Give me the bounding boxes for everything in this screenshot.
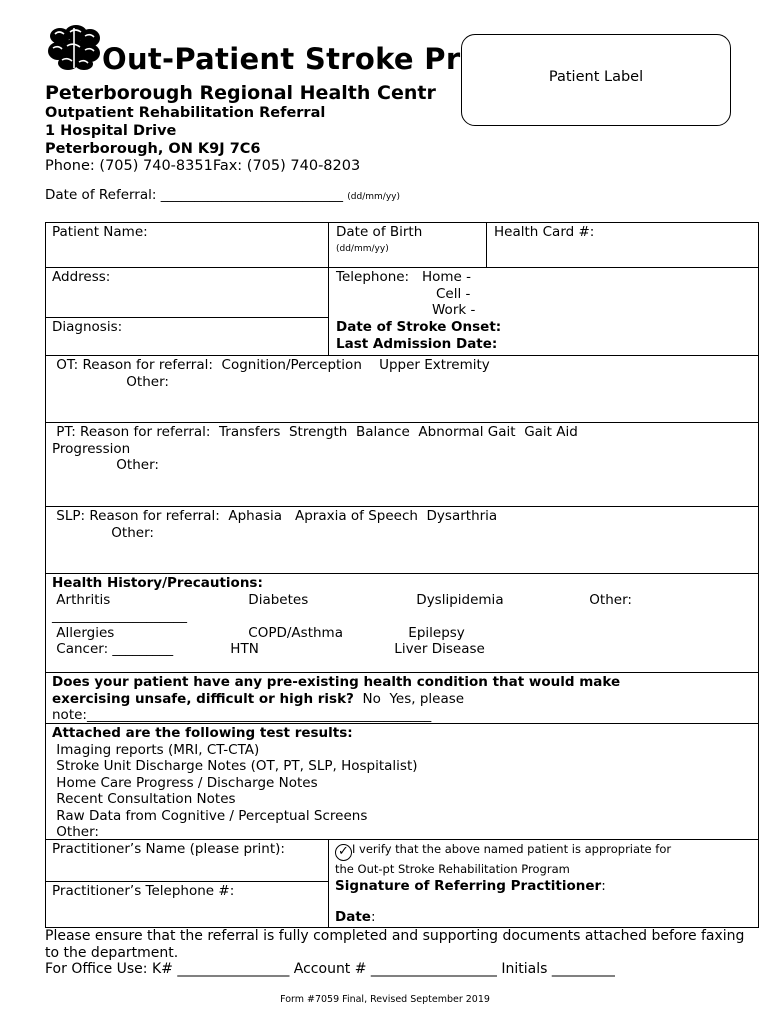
slp-section	[45, 506, 759, 573]
dob-format-hint: (dd/mm/yy)	[336, 243, 389, 254]
gait-aid-label: Gait Aid	[524, 424, 578, 440]
address-field[interactable]	[45, 267, 329, 317]
stroke-dates-field[interactable]	[328, 317, 759, 355]
verify-checkbox[interactable]: ✓	[335, 844, 352, 861]
diagnosis-label: Diagnosis:	[52, 319, 123, 335]
cognition-label: Cognition/Perception	[221, 357, 362, 373]
allergies-label: Allergies	[56, 624, 115, 641]
dob-label: Date of Birth	[336, 224, 423, 240]
department-name: Outpatient Rehabilitation Referral	[45, 105, 326, 121]
test-item: Raw Data from Cognitive / Perceptual Screens	[56, 807, 368, 824]
home-phone-label: Home -	[422, 269, 472, 285]
slp-reason-label: SLP: Reason for referral:	[56, 508, 220, 524]
last-admission-label: Last Admission Date:	[336, 335, 498, 352]
health-history-title: Health History/Precautions:	[52, 575, 263, 591]
abnormal-gait-label: Abnormal Gait	[418, 424, 516, 440]
signature-colon: :	[601, 877, 606, 894]
test-results-title: Attached are the following test results:	[52, 725, 353, 741]
cancer-label: Cancer: _________	[56, 641, 174, 657]
footer-section	[45, 928, 745, 978]
dyslipidemia-label: Dyslipidemia	[416, 591, 504, 608]
htn-label: HTN	[230, 641, 259, 657]
progression-label: Progression	[52, 440, 131, 457]
patient-name-field[interactable]	[45, 222, 329, 267]
health-card-field[interactable]	[486, 222, 759, 267]
diabetes-label: Diabetes	[248, 591, 309, 608]
form-title: Out-Patient Stroke Pr	[102, 42, 461, 76]
ot-reason-label: OT: Reason for referral:	[56, 357, 213, 373]
pt-reason-label: PT: Reason for referral:	[56, 424, 211, 440]
date-label: Date	[335, 909, 371, 925]
history-other-line[interactable]: ____________________	[52, 608, 187, 624]
strength-label: Strength	[288, 424, 348, 440]
preexisting-question-2: exercising unsafe, difficult or high risk?	[52, 690, 354, 707]
ot-section	[45, 355, 759, 422]
date-of-referral-field[interactable]	[45, 187, 400, 203]
copd-label: COPD/Asthma	[248, 624, 343, 641]
practitioner-telephone-label: Practitioner’s Telephone #:	[52, 883, 235, 899]
preexisting-no-label: No	[362, 690, 381, 707]
work-phone-label: Work -	[432, 302, 476, 318]
health-card-label: Health Card #:	[494, 224, 595, 240]
verify-text-2: the Out-pt Stroke Rehabilitation Program	[335, 862, 570, 876]
telephone-field[interactable]	[328, 267, 759, 317]
address-line-2: Peterborough, ON K9J 7C6	[45, 141, 261, 157]
footer-note: Please ensure that the referral is fully completed and supporting documents attached before faxing to the department.	[45, 928, 745, 961]
slp-other-label: Other:	[111, 524, 154, 541]
practitioner-telephone-field[interactable]	[45, 881, 329, 928]
practitioner-name-field[interactable]	[45, 839, 329, 881]
phone-fax: Phone: (705) 740-8351Fax: (705) 740-8203	[45, 158, 361, 174]
test-item: Recent Consultation Notes	[56, 791, 236, 807]
pt-section	[45, 422, 759, 506]
balance-label: Balance	[355, 424, 410, 440]
diagnosis-field[interactable]	[45, 317, 329, 355]
preexisting-section	[45, 672, 759, 723]
preexisting-yes-label: Yes, please	[389, 690, 465, 707]
cell-phone-label: Cell -	[436, 285, 471, 302]
stroke-onset-label: Date of Stroke Onset:	[336, 319, 502, 335]
health-history-section	[45, 573, 759, 672]
practitioner-name-label: Practitioner’s Name (please print):	[52, 841, 285, 857]
apraxia-label: Apraxia of Speech	[294, 508, 418, 524]
brain-logo-icon	[46, 24, 102, 72]
test-item: Home Care Progress / Discharge Notes	[56, 774, 318, 791]
liver-disease-label: Liver Disease	[394, 641, 485, 657]
address-label: Address:	[52, 269, 111, 285]
epilepsy-label: Epilepsy	[408, 624, 465, 641]
aphasia-label: Aphasia	[228, 508, 283, 524]
ot-other-label: Other:	[126, 373, 169, 390]
verify-text-1: I verify that the above named patient is appropriate for	[352, 842, 672, 856]
office-use-line: For Office Use: K# ________________ Account # __________________ Initials _________	[45, 961, 615, 977]
date-format-hint: (dd/mm/yy)	[347, 192, 400, 202]
patient-name-label: Patient Name:	[52, 224, 148, 240]
date-of-birth-field[interactable]	[328, 222, 486, 267]
pt-other-label: Other:	[116, 457, 159, 473]
organization-name: Peterborough Regional Health Centr	[45, 82, 436, 104]
signature-label: Signature of Referring Practitioner	[335, 877, 602, 894]
test-results-section	[45, 723, 759, 839]
address-line-1: 1 Hospital Drive	[45, 123, 177, 139]
preexisting-note-field[interactable]: note:___________________________________________________	[52, 707, 432, 723]
date-of-referral-label: Date of Referral: ___________________________	[45, 187, 343, 203]
dysarthria-label: Dysarthria	[426, 508, 498, 524]
form-number: Form #7059 Final, Revised September 2019	[280, 994, 490, 1005]
date-colon: :	[370, 909, 376, 925]
transfers-label: Transfers	[219, 424, 281, 440]
test-item: Stroke Unit Discharge Notes (OT, PT, SLP, Hospitalist)	[56, 758, 418, 774]
patient-label-box	[461, 34, 731, 126]
preexisting-question-1: Does your patient have any pre-existing health condition that would make	[52, 674, 621, 690]
arthritis-label: Arthritis	[56, 591, 111, 608]
date-field[interactable]	[335, 909, 752, 926]
patient-label-text: Patient Label	[548, 69, 644, 85]
upper-extremity-label: Upper Extremity	[379, 357, 490, 373]
verification-section	[328, 839, 759, 928]
test-item: Imaging reports (MRI, CT-CTA)	[56, 741, 260, 758]
telephone-label: Telephone:	[336, 269, 410, 285]
test-item: Other:	[56, 824, 99, 840]
history-other-label: Other:	[589, 591, 632, 608]
